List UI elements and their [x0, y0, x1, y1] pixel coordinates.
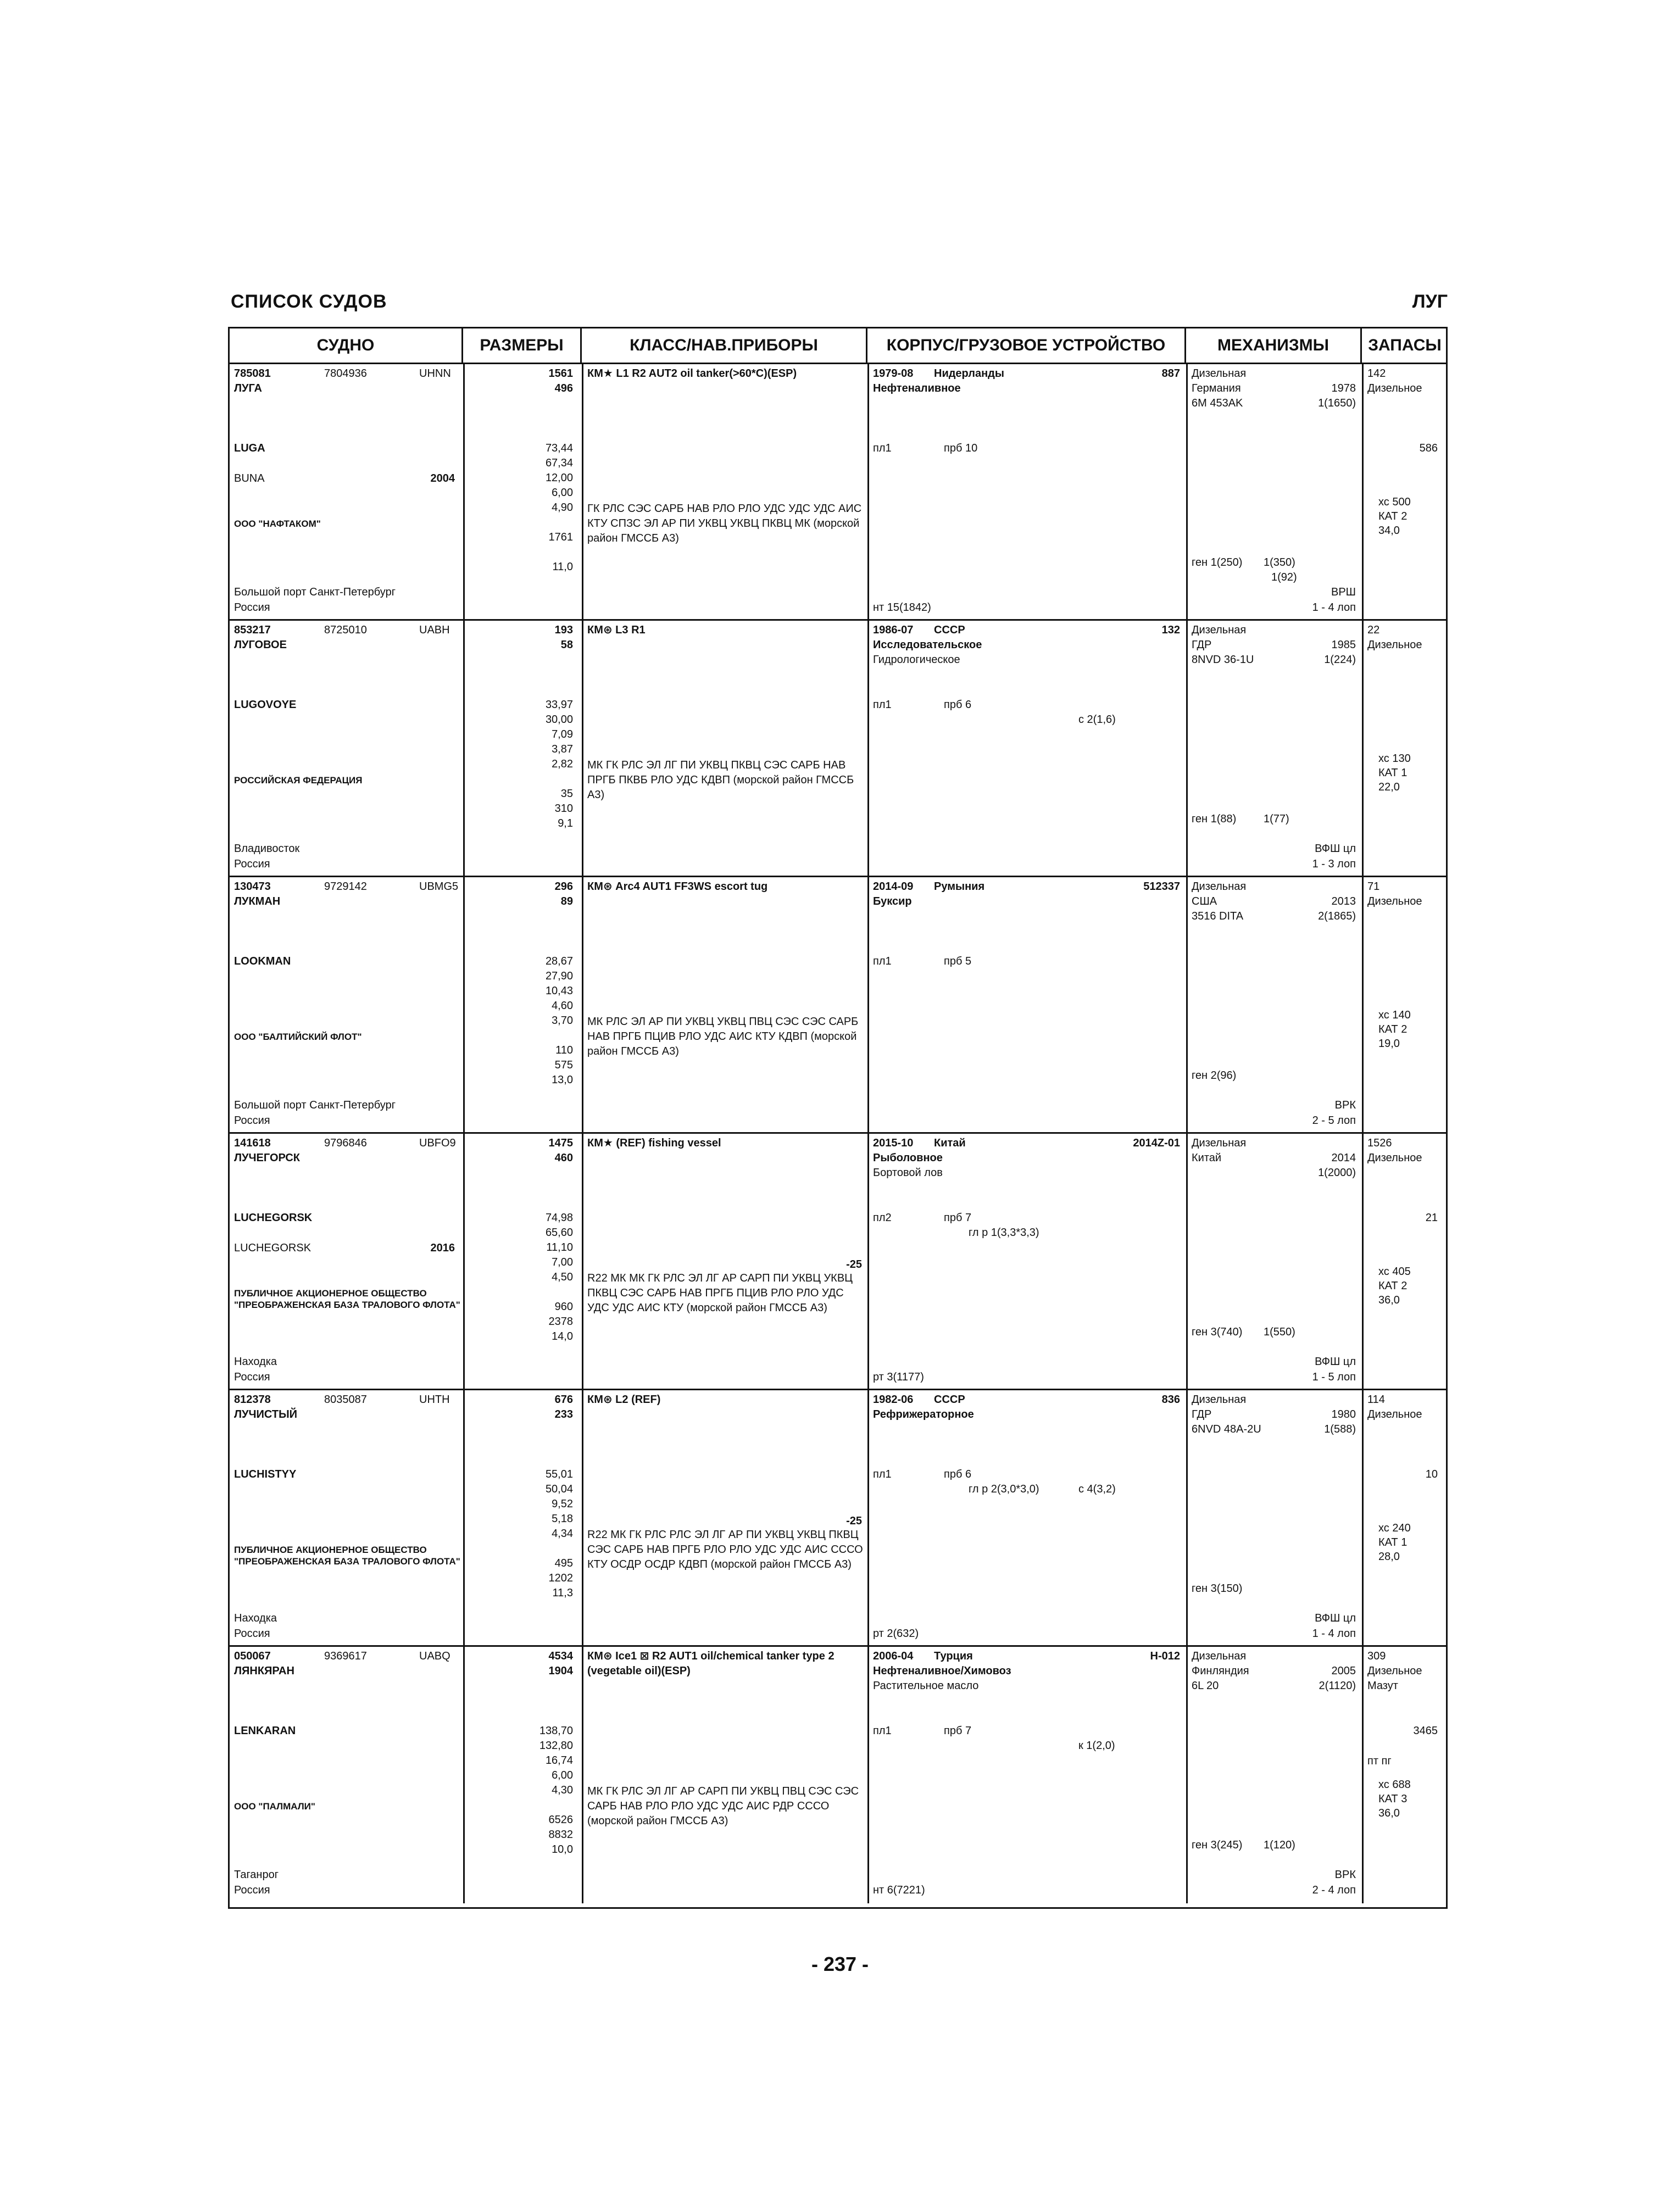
engine-power: 1(1650)	[1318, 397, 1356, 409]
owner: ООО "ПАЛМАЛИ"	[234, 1801, 315, 1812]
former-name: LUCHEGORSK	[234, 1242, 311, 1254]
table-header	[230, 328, 1446, 364]
builder-country: СССР	[934, 624, 965, 636]
decks: пл1	[873, 1725, 892, 1737]
engine-type: Дизельная	[1192, 624, 1247, 636]
dimension-value: 7,09	[552, 728, 573, 740]
gross-tonnage: 193	[554, 624, 573, 636]
decks: пл1	[873, 699, 892, 711]
generators: ген 1(88)	[1192, 813, 1237, 825]
dimension-value: 6,00	[552, 1769, 573, 1781]
owner: ООО "БАЛТИЙСКИЙ ФЛОТ"	[234, 1032, 362, 1042]
nav-equipment: МК РЛС ЭЛ АР ПИ УКВЦ УКВЦ ПВЦ СЭС СЭС САРБ НАВ ПРГБ ПЦИВ РЛО УДС АИС КТУ КДВП (морской район ГМССБ А3)	[587, 1016, 859, 1057]
imo-number: 9729142	[324, 881, 367, 893]
dimension-value: 6,00	[552, 487, 573, 499]
cargo-gear: к 1(2,0)	[1078, 1740, 1115, 1752]
dimension-value: 1202	[548, 1572, 573, 1584]
dimension-value: 11,10	[546, 1241, 573, 1254]
engine-power: 1(2000)	[1318, 1167, 1356, 1179]
builder-country: СССР	[934, 1394, 965, 1406]
fuel-capacity: 142	[1367, 367, 1386, 380]
header-hull: КОРПУС/ГРУЗОВОЕ УСТРОЙСТВО	[867, 328, 1186, 363]
engine-model: 3516 DITA	[1192, 910, 1244, 922]
tanks-holds: нт 15(1842)	[873, 601, 931, 614]
nav-equipment: МК ГК РЛС ЭЛ ЛГ АР САРП ПИ УКВЦ ПВЦ СЭС СЭС САРБ НАВ РЛО РЛО УДС УДС АИС РДР СССО (морской район ГМССБ А3)	[587, 1785, 859, 1827]
fuel-type: Дизельное	[1367, 1408, 1422, 1420]
reg-number: 785081	[234, 367, 271, 380]
dimension-value: 13,0	[552, 1074, 573, 1086]
dimension-value: 14,0	[552, 1330, 573, 1342]
generators: ген 3(740)	[1192, 1326, 1243, 1338]
page-title: СПИСОК СУДОВ	[231, 291, 387, 312]
class-notation: КМ⊛ L2 (REF)	[587, 1394, 661, 1406]
gross-tonnage: 296	[554, 881, 573, 893]
dimension-value: 74,98	[545, 1212, 573, 1224]
dimension-value: 16,74	[545, 1754, 573, 1767]
engine-country: США	[1192, 895, 1217, 907]
cruising-range: хс 140	[1378, 1009, 1411, 1021]
endurance: 28,0	[1378, 1551, 1400, 1563]
dimension-value: 9,1	[558, 817, 573, 829]
dimension-value: 73,44	[545, 442, 573, 454]
decks: пл1	[873, 1468, 892, 1480]
dimension-value: 310	[554, 803, 573, 815]
dimension-value: 33,97	[545, 699, 573, 711]
header-supplies: ЗАПАСЫ	[1368, 336, 1442, 354]
build-date: 1982-06	[873, 1394, 914, 1406]
dimension-value: 132,80	[539, 1740, 573, 1752]
call-sign: UBMG5	[419, 881, 459, 893]
dimension-value: 12,00	[545, 472, 573, 484]
generators: ген 3(150)	[1192, 1583, 1243, 1595]
endurance: 34,0	[1378, 525, 1400, 537]
ship-type: Рефрижераторное	[873, 1408, 974, 1420]
flag-country: Россия	[234, 1371, 270, 1383]
engine-year: 2014	[1331, 1152, 1356, 1164]
fuel-type: Дизельное	[1367, 1152, 1422, 1164]
yard-number: 512337	[1143, 881, 1180, 893]
dimension-value: 30,00	[545, 714, 573, 726]
cargo-temperature: -25	[846, 1258, 862, 1271]
call-sign: UBFO9	[419, 1137, 456, 1149]
page-number: - 237 -	[811, 1953, 869, 1975]
fuel-capacity: 71	[1367, 881, 1380, 893]
propeller-blades: 2 - 4 лоп	[1312, 1884, 1356, 1896]
engine-year: 1980	[1331, 1408, 1356, 1420]
build-date: 2006-04	[873, 1650, 914, 1662]
propeller: ВФШ цл	[1315, 843, 1356, 855]
ship-name-latin: LUGA	[234, 442, 265, 454]
class-notation: КМ★ L1 R2 AUT2 oil tanker(>60*C)(ESP)	[587, 367, 797, 380]
yard-number: 2014Z-01	[1133, 1137, 1180, 1149]
yard-number: 132	[1161, 624, 1180, 636]
home-port: Находка	[234, 1612, 277, 1624]
gross-tonnage: 676	[554, 1394, 573, 1406]
header-ship: СУДНО	[230, 328, 463, 363]
build-date: 1979-08	[873, 367, 914, 380]
ship-entry	[230, 1390, 1446, 1647]
water-capacity: 3465	[1413, 1725, 1438, 1737]
tanks-holds: рт 3(1177)	[873, 1371, 924, 1383]
sea-category: КАТ 3	[1378, 1793, 1408, 1805]
net-tonnage: 58	[560, 639, 573, 651]
flag-country: Россия	[234, 601, 270, 614]
dimension-value: 4,50	[552, 1271, 573, 1283]
cargo-gear: с 4(3,2)	[1078, 1483, 1116, 1495]
call-sign: UHTH	[419, 1394, 450, 1406]
fuel-capacity: 114	[1367, 1394, 1385, 1406]
hatches: гл р 2(3,0*3,0)	[969, 1483, 1039, 1495]
dimension-value: 2,82	[552, 758, 573, 770]
dimension-value: 4,34	[552, 1528, 573, 1540]
build-date: 1986-07	[873, 624, 914, 636]
cruising-range: хс 130	[1378, 753, 1411, 765]
engine-year: 1978	[1331, 382, 1356, 394]
ship-type: Нефтеналивное	[873, 382, 961, 394]
generators: ген 2(96)	[1192, 1069, 1237, 1082]
engine-model: 6M 453AK	[1192, 397, 1243, 409]
dimension-value: 4,30	[552, 1784, 573, 1796]
flag-country: Россия	[234, 1628, 270, 1640]
dimension-value: 67,34	[545, 457, 573, 469]
dimension-value: 4,60	[552, 1000, 573, 1012]
propeller-blades: 1 - 3 лоп	[1312, 858, 1356, 870]
home-port: Владивосток	[234, 843, 300, 855]
ship-type: Буксир	[873, 895, 912, 907]
net-tonnage: 233	[554, 1408, 573, 1420]
reg-number: 050067	[234, 1650, 271, 1662]
yard-number: 887	[1161, 367, 1180, 380]
generators-extra: 1(120)	[1264, 1839, 1295, 1851]
ship-name: ЛУГА	[234, 382, 262, 394]
ship-entry	[230, 621, 1446, 877]
imo-number: 8035087	[324, 1394, 367, 1406]
dimension-value: 9,52	[552, 1498, 573, 1510]
sea-category: КАТ 2	[1378, 1280, 1408, 1292]
home-port: Находка	[234, 1356, 277, 1368]
dimension-value: 3,87	[552, 743, 573, 755]
engine-year: 2005	[1331, 1665, 1356, 1677]
dimension-value: 138,70	[539, 1725, 573, 1737]
ship-type: Нефтеналивное/Химовоз	[873, 1665, 1011, 1677]
ship-entry	[230, 1647, 1446, 1903]
engine-type: Дизельная	[1192, 1137, 1247, 1149]
engine-model: 6L 20	[1192, 1680, 1219, 1692]
header-class: КЛАСС/НАВ.ПРИБОРЫ	[582, 328, 867, 363]
decks: пл1	[873, 442, 892, 454]
net-tonnage: 1904	[548, 1665, 573, 1677]
cruising-range: хс 688	[1378, 1779, 1411, 1791]
ship-subtype: Бортовой лов	[873, 1167, 943, 1179]
fuel-capacity: 309	[1367, 1650, 1386, 1662]
endurance: 22,0	[1378, 781, 1400, 793]
ship-name-latin: LUCHEGORSK	[234, 1212, 313, 1224]
builder-country: Румыния	[934, 881, 985, 893]
generators-extra: 1(350)	[1264, 556, 1295, 569]
dimension-value: 960	[554, 1301, 573, 1313]
cargo-gear: с 2(1,6)	[1078, 714, 1116, 726]
propeller: ВРК	[1334, 1099, 1356, 1111]
bulkheads: прб 7	[944, 1212, 972, 1224]
build-date: 2014-09	[873, 881, 914, 893]
decks: пл2	[873, 1212, 892, 1224]
dimension-value: 8832	[548, 1829, 573, 1841]
owner: ПУБЛИЧНОЕ АКЦИОНЕРНОЕ ОБЩЕСТВО "ПРЕОБРАЖЕНСКАЯ БАЗА ТРАЛОВОГО ФЛОТА"	[234, 1288, 460, 1310]
reg-number: 853217	[234, 624, 271, 636]
generators: ген 3(245)	[1192, 1839, 1243, 1851]
engine-power: 1(588)	[1324, 1423, 1356, 1435]
sea-category: КАТ 1	[1378, 767, 1408, 779]
fuel-type: Дизельное	[1367, 639, 1422, 651]
dimension-value: 35	[560, 788, 573, 800]
dimension-value: 495	[554, 1557, 573, 1569]
engine-power: 2(1120)	[1319, 1680, 1356, 1692]
ship-entry	[230, 1134, 1446, 1390]
hatches: гл р 1(3,3*3,3)	[969, 1227, 1039, 1239]
builder-country: Турция	[934, 1650, 973, 1662]
bulkheads: прб 7	[944, 1725, 972, 1737]
flag-country: Россия	[234, 858, 270, 870]
engine-year: 1985	[1331, 639, 1356, 651]
engine-type: Дизельная	[1192, 881, 1247, 893]
gross-tonnage: 1561	[548, 367, 573, 380]
nav-equipment: ГК РЛС СЭС САРБ НАВ РЛО РЛО УДС УДС УДС АИС КТУ СПЗС ЭЛ АР ПИ УКВЦ УКВЦ ПКВЦ МК (морской район ГМССБ А3)	[587, 503, 862, 544]
class-notation: КМ⊛ L3 R1	[587, 624, 646, 636]
ship-name: ЛУЧИСТЫЙ	[234, 1408, 298, 1420]
ship-name-latin: LUGOVOYE	[234, 699, 297, 711]
call-sign: UABH	[419, 624, 450, 636]
engine-country: ГДР	[1192, 1408, 1212, 1420]
imo-number: 7804936	[324, 367, 367, 380]
decks: пл1	[873, 955, 892, 967]
tanks-holds: рт 2(632)	[873, 1628, 919, 1640]
engine-country: Китай	[1192, 1152, 1222, 1164]
home-port: Таганрог	[234, 1869, 279, 1881]
ship-name-latin: LENKARAN	[234, 1725, 296, 1737]
former-name-year: 2004	[430, 472, 455, 484]
home-port: Большой порт Санкт-Петербург	[234, 1099, 396, 1111]
ship-name: ЛУКМАН	[234, 895, 281, 907]
generators-extra2: 1(92)	[1271, 571, 1297, 583]
nav-equipment: R22 МК ГК РЛС РЛС ЭЛ ЛГ АР ПИ УКВЦ УКВЦ ПКВЦ СЭС САРБ НАВ ПРГБ РЛО РЛО УДС УДС АИС СССО КТУ ОСДР ОСДР КДВП (морской район ГМССБ А3)	[587, 1529, 863, 1570]
dimension-value: 575	[554, 1059, 573, 1071]
propeller-blades: 1 - 4 лоп	[1312, 601, 1356, 614]
dimension-value: 5,18	[552, 1513, 573, 1525]
water-capacity: 21	[1425, 1212, 1438, 1224]
dimension-value: 10,43	[545, 985, 573, 997]
flag-country: Россия	[234, 1884, 270, 1896]
stock-note: пт пг	[1367, 1755, 1392, 1767]
bulkheads: прб 10	[944, 442, 978, 454]
reg-number: 130473	[234, 881, 271, 893]
builder-country: Нидерланды	[934, 367, 1004, 380]
engine-country: ГДР	[1192, 639, 1212, 651]
ship-name-latin: LUCHISTYY	[234, 1468, 297, 1480]
dimension-value: 6526	[548, 1814, 573, 1826]
fuel-type: Дизельное	[1367, 895, 1422, 907]
fuel-type: Дизельное	[1367, 1665, 1422, 1677]
reg-number: 812378	[234, 1394, 271, 1406]
dimension-value: 1761	[548, 531, 573, 543]
class-notation: КМ★ (REF) fishing vessel	[587, 1137, 721, 1149]
ship-name-latin: LOOKMAN	[234, 955, 291, 967]
generators: ген 1(250)	[1192, 556, 1243, 569]
ship-register-table	[228, 327, 1448, 1909]
gross-tonnage: 4534	[548, 1650, 573, 1662]
owner: ПУБЛИЧНОЕ АКЦИОНЕРНОЕ ОБЩЕСТВО "ПРЕОБРАЖЕНСКАЯ БАЗА ТРАЛОВОГО ФЛОТА"	[234, 1545, 460, 1567]
class-notation: КМ⊛ Ice1 ⊠ R2 AUT1 oil/chemical tanker type 2 (vegetable oil)(ESP)	[587, 1650, 835, 1677]
fuel-capacity: 1526	[1367, 1137, 1392, 1149]
owner: РОССИЙСКАЯ ФЕДЕРАЦИЯ	[234, 775, 363, 786]
engine-type: Дизельная	[1192, 1394, 1247, 1406]
engine-type: Дизельная	[1192, 367, 1247, 380]
net-tonnage: 460	[554, 1152, 573, 1164]
former-name: BUNA	[234, 472, 265, 484]
propeller: ВФШ цл	[1315, 1612, 1356, 1624]
propeller-blades: 1 - 5 лоп	[1312, 1371, 1356, 1383]
header-dimensions: РАЗМЕРЫ	[463, 328, 582, 363]
cruising-range: хс 240	[1378, 1522, 1411, 1534]
dimension-value: 2378	[548, 1316, 573, 1328]
flag-country: Россия	[234, 1115, 270, 1127]
imo-number: 9369617	[324, 1650, 367, 1662]
cruising-range: хс 500	[1378, 496, 1411, 508]
engine-country: Германия	[1192, 382, 1241, 394]
ship-type: Исследовательское	[873, 639, 982, 651]
generators-extra: 1(550)	[1264, 1326, 1295, 1338]
fuel-capacity: 22	[1367, 624, 1380, 636]
dimension-value: 11,0	[552, 561, 573, 573]
endurance: 19,0	[1378, 1038, 1400, 1050]
page-section-code: ЛУГ	[1412, 291, 1448, 312]
engine-power: 2(1865)	[1318, 910, 1356, 922]
ship-subtype: Растительное масло	[873, 1680, 979, 1692]
water-capacity: 10	[1425, 1468, 1438, 1480]
fuel-type: Дизельное	[1367, 382, 1422, 394]
dimension-value: 3,70	[552, 1015, 573, 1027]
ship-type: Рыболовное	[873, 1152, 943, 1164]
engine-year: 2013	[1331, 895, 1356, 907]
header-machinery: МЕХАНИЗМЫ	[1186, 328, 1362, 363]
home-port: Большой порт Санкт-Петербург	[234, 586, 396, 598]
yard-number: 836	[1161, 1394, 1180, 1406]
ship-name: ЛУГОВОЕ	[234, 639, 287, 651]
yard-number: H-012	[1150, 1650, 1180, 1662]
bulkheads: прб 5	[944, 955, 972, 967]
dimension-value: 27,90	[545, 970, 573, 982]
dimension-value: 65,60	[545, 1227, 573, 1239]
engine-power: 1(224)	[1324, 654, 1356, 666]
propeller: ВРШ	[1331, 586, 1356, 598]
endurance: 36,0	[1378, 1294, 1400, 1306]
reg-number: 141618	[234, 1137, 271, 1149]
call-sign: UHNN	[419, 367, 451, 380]
imo-number: 8725010	[324, 624, 367, 636]
build-date: 2015-10	[873, 1137, 914, 1149]
call-sign: UABQ	[419, 1650, 450, 1662]
builder-country: Китай	[934, 1137, 966, 1149]
sea-category: КАТ 1	[1378, 1536, 1408, 1548]
fuel-type-2: Мазут	[1367, 1680, 1398, 1692]
dimension-value: 50,04	[545, 1483, 573, 1495]
bulkheads: прб 6	[944, 699, 972, 711]
dimension-value: 10,0	[552, 1843, 573, 1856]
engine-type: Дизельная	[1192, 1650, 1247, 1662]
ship-name: ЛУЧЕГОРСК	[234, 1152, 300, 1164]
endurance: 36,0	[1378, 1807, 1400, 1819]
gross-tonnage: 1475	[548, 1137, 573, 1149]
propeller-blades: 2 - 5 лоп	[1312, 1115, 1356, 1127]
net-tonnage: 89	[560, 895, 573, 907]
ship-name: ЛЯНКЯРАН	[234, 1665, 294, 1677]
class-notation: КМ⊛ Arc4 AUT1 FF3WS escort tug	[587, 881, 768, 893]
cargo-temperature: -25	[846, 1515, 862, 1527]
sea-category: КАТ 2	[1378, 1023, 1408, 1035]
engine-country: Финляндия	[1192, 1665, 1249, 1677]
propeller-blades: 1 - 4 лоп	[1312, 1628, 1356, 1640]
nav-equipment: R22 МК МК ГК РЛС ЭЛ ЛГ АР САРП ПИ УКВЦ УКВЦ ПКВЦ СЭС САРБ НАВ ПРГБ ПЦИВ РЛО РЛО УДС УДС УДС АИС КТУ (морской район ГМССБ А3)	[587, 1272, 853, 1314]
owner: ООО "НАФТАКОМ"	[234, 519, 321, 529]
generators-extra: 1(77)	[1264, 813, 1289, 825]
dimension-value: 11,3	[552, 1587, 573, 1599]
water-capacity: 586	[1419, 442, 1438, 454]
engine-model: 8NVD 36-1U	[1192, 654, 1254, 666]
dimension-value: 4,90	[552, 502, 573, 514]
nav-equipment: МК ГК РЛС ЭЛ ЛГ ПИ УКВЦ ПКВЦ СЭС САРБ НАВ ПРГБ ПКВБ РЛО УДС КДВП (морской район ГМССБ А3)	[587, 759, 854, 801]
tanks-holds: нт 6(7221)	[873, 1884, 925, 1896]
ship-entry	[230, 364, 1446, 621]
net-tonnage: 496	[554, 382, 573, 394]
ship-subtype: Гидрологическое	[873, 654, 960, 666]
engine-model: 6NVD 48A-2U	[1192, 1423, 1261, 1435]
propeller: ВРК	[1334, 1869, 1356, 1881]
sea-category: КАТ 2	[1378, 510, 1408, 522]
dimension-value: 28,67	[545, 955, 573, 967]
cruising-range: хс 405	[1378, 1266, 1411, 1278]
dimension-value: 55,01	[545, 1468, 573, 1480]
former-name-year: 2016	[430, 1242, 455, 1254]
imo-number: 9796846	[324, 1137, 367, 1149]
ship-entry	[230, 877, 1446, 1134]
bulkheads: прб 6	[944, 1468, 972, 1480]
propeller: ВФШ цл	[1315, 1356, 1356, 1368]
dimension-value: 110	[555, 1044, 573, 1056]
dimension-value: 7,00	[552, 1256, 573, 1268]
